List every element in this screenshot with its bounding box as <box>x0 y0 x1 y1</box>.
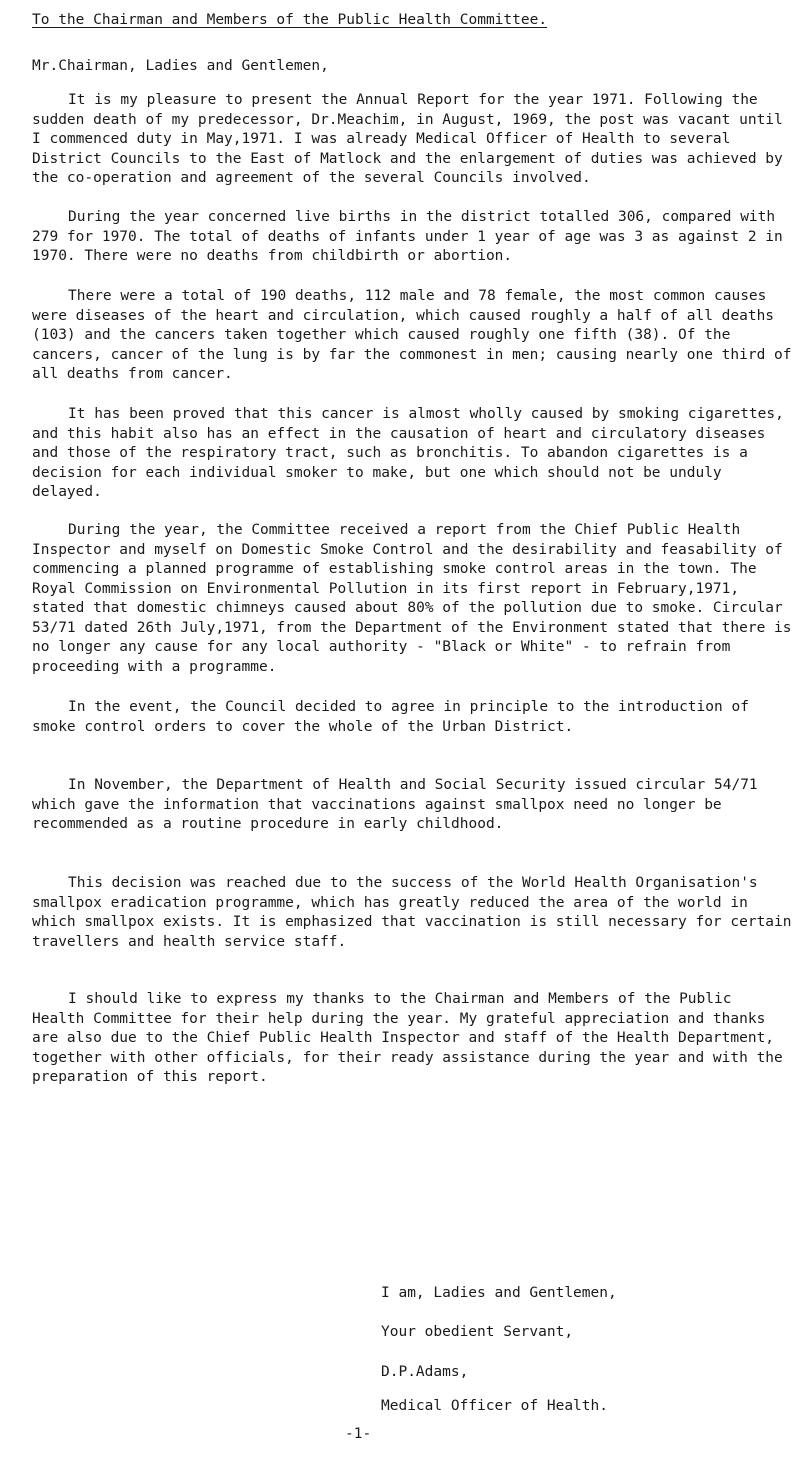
paragraph-births <box>32 208 792 267</box>
paragraph-text: In the event, the Council decided to agree in principle to the introduction of smoke control orders to cover the whole of the Urban District. <box>32 699 749 735</box>
closing-servant: Your obedient Servant, <box>381 1324 574 1340</box>
paragraph-text: There were a total of 190 deaths, 112 male and 78 female, the most common causes were diseases of the heart and circulation, which caused roughly a half of all deaths (103) and the cancers taken together which caused roughly one fifth (38). Of the cancers, cancer of the lung is by far the commonest in men; causing nearly one third of all deaths from cancer. <box>32 288 792 382</box>
paragraph-deaths <box>32 287 792 385</box>
closing-line: I am, Ladies and Gentlemen, <box>381 1285 617 1301</box>
paragraph-smoke-control <box>32 521 792 677</box>
paragraph-intro <box>32 91 792 189</box>
paragraph-smallpox-circular <box>32 776 792 835</box>
paragraph-text: During the year concerned live births in the district totalled 306, compared with 279 for 1970. The total of deaths of infants under 1 year of age was 3 as against 2 in 1970. There were no deaths from childbirth or abortion. <box>32 209 783 264</box>
paragraph-text: In November, the Department of Health and Social Security issued circular 54/71 which gave the information that vaccinations against smallpox need no longer be recommended as a routine procedure in early childhood. <box>32 777 758 832</box>
paragraph-council-decision <box>32 698 792 737</box>
page-number: -1- <box>345 1426 372 1442</box>
paragraph-thanks <box>32 990 792 1088</box>
paragraph-text: I should like to express my thanks to the Chairman and Members of the Public Health Committee for their help during the year. My grateful appreciation and thanks are also due to the Chief Public Health Inspector and staff of the Health Department, together with other officials, for their ready assistance during the year and with the preparation of this report. <box>32 991 783 1085</box>
page-heading: To the Chairman and Members of the Public Health Committee. <box>32 12 548 28</box>
salutation: Mr.Chairman, Ladies and Gentlemen, <box>32 58 329 74</box>
paragraph-text: It is my pleasure to present the Annual Report for the year 1971. Following the sudden death of my predecessor, Dr.Meachim, in August, 1969, the post was vacant until I commenced duty in May,1971. I was already Medical Officer of Health to several District Councils to the East of Matlock and the enlargement of duties was achieved by the co-operation and agreement of the several Councils involved. <box>32 92 783 186</box>
paragraph-text: This decision was reached due to the success of the World Health Organisation's smallpox eradication programme, which has greatly reduced the area of the world in which smallpox exists. It is emphasized that vaccination is still necessary for certain travellers and health service staff. <box>32 875 792 950</box>
signatory-title: Medical Officer of Health. <box>381 1398 608 1414</box>
paragraph-who <box>32 874 792 952</box>
paragraph-text: It has been proved that this cancer is almost wholly caused by smoking cigarettes, and this habit also has an effect in the causation of heart and circulatory diseases and those of the respiratory tract, such as bronchitis. To abandon cigarettes is a decision for each individual smoker to make, but one which should not be unduly delayed. <box>32 406 784 500</box>
paragraph-smoking <box>32 405 792 503</box>
signatory-name: D.P.Adams, <box>381 1364 469 1380</box>
paragraph-text: During the year, the Committee received a report from the Chief Public Health Inspector and myself on Domestic Smoke Control and the desirability and feasability of commencing a planned programme of establishing smoke control areas in the town. The Royal Commission on Environmental Pollution in its first report in February,1971, stated that domestic chimneys caused about 80% of the pollution due to smoke. Circular 53/71 dated 26th July,1971, from the Department of the Environment stated that there is no longer any cause for any local authority - "Black or White" - to refrain from proceeding with a programme. <box>32 522 792 675</box>
